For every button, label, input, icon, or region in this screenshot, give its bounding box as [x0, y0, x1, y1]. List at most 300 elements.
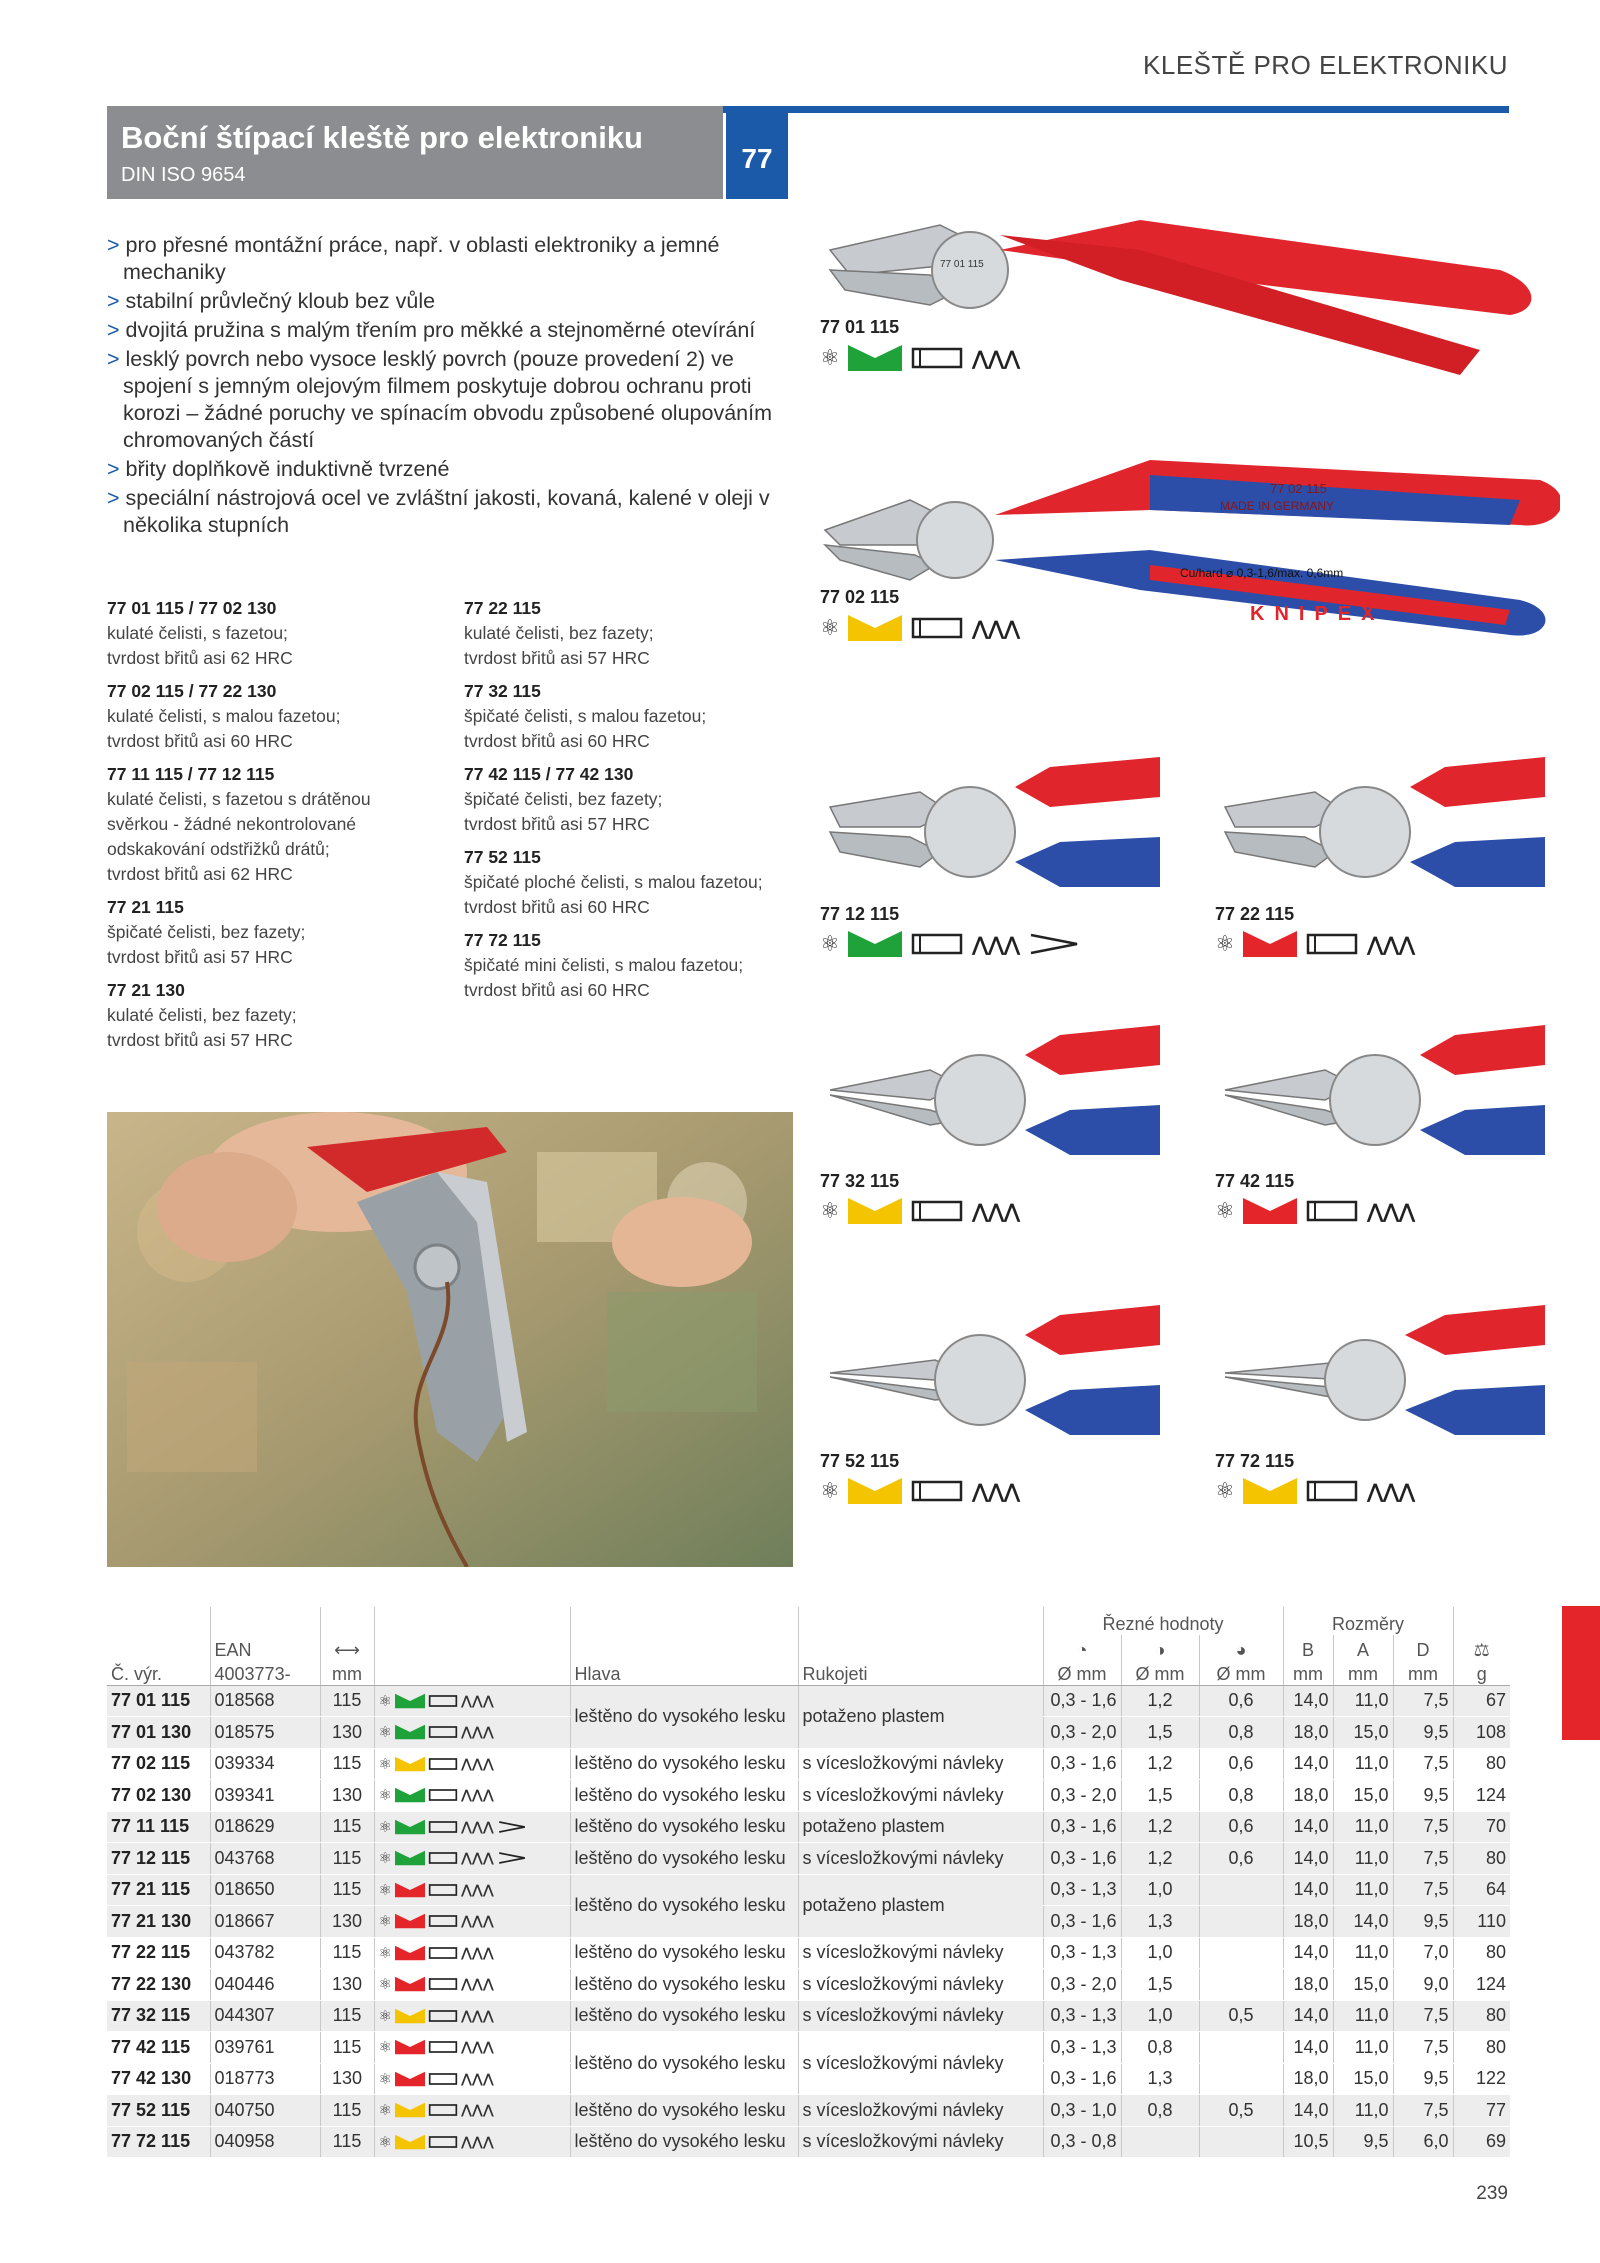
cell-cut-medium: 1,2	[1121, 1685, 1199, 1717]
cell-icons	[374, 1717, 570, 1749]
cell-dim-b: 18,0	[1283, 1906, 1333, 1938]
row-icons	[379, 1912, 566, 1930]
jaw-icon	[395, 1945, 425, 1961]
jaw-icon	[395, 2039, 425, 2055]
page-number: 239	[1476, 2183, 1508, 2204]
cell-weight: 80	[1453, 2000, 1510, 2032]
head-shape-icon	[428, 1882, 458, 1898]
tool-label: 77 22 115	[1215, 904, 1295, 924]
feature-item: > stabilní průvlečný kloub bez vůle	[107, 288, 787, 315]
cell-handle: s vícesložkovými návleky	[798, 1748, 1043, 1780]
row-icons	[379, 2007, 566, 2025]
spring-icon: ⋀⋀⋀	[971, 617, 1020, 640]
cell-dim-d: 9,5	[1393, 1780, 1453, 1812]
cell-dim-a: 11,0	[1333, 1937, 1393, 1969]
cell-icons	[374, 1937, 570, 1969]
jaw-icon	[395, 1756, 425, 1772]
variant-hardness: tvrdost břitů asi 62 HRC	[107, 648, 293, 668]
jaw-icon	[395, 2134, 425, 2150]
cell-length: 115	[320, 2095, 374, 2127]
cell-head: leštěno do vysokého lesku	[570, 1685, 798, 1748]
cell-weight: 69	[1453, 2126, 1510, 2158]
table-row	[107, 2126, 1510, 2158]
brand-logo: KNIPEX	[1250, 603, 1385, 625]
table-row	[107, 2000, 1510, 2032]
header-dimensions: Rozměry	[1283, 1607, 1453, 1635]
usage-photo-illustration	[107, 1112, 793, 1567]
jaw-icon	[395, 1787, 425, 1803]
soft-wire-icon: ◔	[1076, 1640, 1088, 1660]
atom-icon: ⚛	[378, 1913, 392, 1931]
variant-code: 77 32 115	[464, 681, 541, 701]
cell-length: 130	[320, 2063, 374, 2095]
table-row	[107, 1969, 1510, 2001]
head-shape-icon	[428, 2039, 458, 2055]
spring-icon: ⋀⋀⋀	[1366, 1200, 1415, 1223]
cell-cut-hard	[1199, 1937, 1283, 1969]
cell-dim-b: 14,0	[1283, 1748, 1333, 1780]
cell-length: 130	[320, 1969, 374, 2001]
variant-desc: špičaté ploché čelisti, s malou fazetou;	[464, 872, 763, 892]
cell-length: 115	[320, 2126, 374, 2158]
table-row	[107, 1748, 1510, 1780]
spring-icon: ⋀⋀⋀	[971, 933, 1020, 956]
row-icons	[379, 1818, 566, 1836]
variant-desc: kulaté čelisti, bez fazety;	[107, 1005, 297, 1025]
variant-hardness: tvrdost břitů asi 62 HRC	[107, 864, 293, 884]
cell-ean: 044307	[210, 2000, 320, 2032]
cell-handle: s vícesložkovými návleky	[798, 1969, 1043, 2001]
cell-cut-medium: 1,3	[1121, 1906, 1199, 1938]
handle-print: 77 02 115	[1270, 481, 1327, 496]
cell-cut-soft: 0,3 - 2,0	[1043, 1717, 1121, 1749]
row-icons	[379, 1849, 566, 1867]
variant-hardness: tvrdost břitů asi 60 HRC	[107, 731, 293, 751]
cell-cut-soft: 0,3 - 2,0	[1043, 1969, 1121, 2001]
cell-weight: 70	[1453, 1811, 1510, 1843]
head-shape-icon	[910, 345, 964, 371]
cell-cut-hard: 0,8	[1199, 1717, 1283, 1749]
head-shape-icon	[910, 931, 964, 957]
cell-handle: s vícesložkovými návleky	[798, 2126, 1043, 2158]
atom-icon: ⚛	[820, 615, 840, 640]
variant-desc: kulaté čelisti, bez fazety;	[464, 623, 654, 643]
atom-icon: ⚛	[378, 1724, 392, 1742]
cell-head: leštěno do vysokého lesku	[570, 1811, 798, 1843]
jaw-icon	[848, 1478, 902, 1504]
pliers-image	[1215, 1025, 1545, 1165]
spring-icon: ⋀⋀⋀	[460, 1755, 494, 1771]
cell-ean: 039341	[210, 1780, 320, 1812]
row-icons	[379, 1755, 566, 1773]
header-d-unit: mm	[1393, 1661, 1453, 1685]
spring-icon: ⋀⋀⋀	[971, 347, 1020, 370]
cell-ean: 043782	[210, 1937, 320, 1969]
jaw-icon	[1243, 1478, 1297, 1504]
feature-item: > lesklý povrch nebo vysoce lesklý povrch (pouze provedení 2) ve spojení s jemným olejovým filmem poskytuje dobrou ochranu proti korozi – žádné poruchy ve spínacím obvodu způsobené olupováním chromovaných částí	[107, 346, 787, 454]
variant-hardness: tvrdost břitů asi 60 HRC	[464, 980, 650, 1000]
cell-dim-a: 15,0	[1333, 2063, 1393, 2095]
spring-icon: ⋀⋀⋀	[460, 1850, 494, 1866]
pliers-image	[1215, 757, 1545, 897]
header-a-unit: mm	[1333, 1661, 1393, 1685]
head-shape-icon	[428, 1913, 458, 1929]
cell-dim-d: 7,5	[1393, 2095, 1453, 2127]
cell-weight: 64	[1453, 1874, 1510, 1906]
cell-dim-b: 14,0	[1283, 1685, 1333, 1717]
cell-dim-b: 14,0	[1283, 2000, 1333, 2032]
cell-cut-soft: 0,3 - 1,6	[1043, 2063, 1121, 2095]
cell-icons	[374, 2000, 570, 2032]
table-row	[107, 2032, 1510, 2064]
jaw-icon	[1243, 1198, 1297, 1224]
cell-cut-soft: 0,3 - 1,6	[1043, 1685, 1121, 1717]
cell-length: 115	[320, 2000, 374, 2032]
jaw-icon	[395, 1850, 425, 1866]
cell-weight: 77	[1453, 2095, 1510, 2127]
cell-weight: 67	[1453, 1685, 1510, 1717]
cell-dim-a: 11,0	[1333, 1811, 1393, 1843]
cell-icons	[374, 2126, 570, 2158]
cell-weight: 124	[1453, 1780, 1510, 1812]
cell-code: 77 72 115	[107, 2126, 210, 2158]
spring-icon: ⋀⋀⋀	[460, 1944, 494, 1960]
cell-code: 77 02 130	[107, 1780, 210, 1812]
cell-length: 115	[320, 2032, 374, 2064]
cell-dim-a: 11,0	[1333, 1748, 1393, 1780]
tool-77-42-115	[1215, 1025, 1555, 1240]
cell-dim-a: 11,0	[1333, 1874, 1393, 1906]
tool-label: 77 72 115	[1215, 1451, 1295, 1471]
cell-length: 130	[320, 1780, 374, 1812]
atom-icon: ⚛	[820, 931, 840, 956]
cell-length: 115	[320, 1843, 374, 1875]
cell-handle: potaženo plastem	[798, 1811, 1043, 1843]
head-shape-icon	[428, 2071, 458, 2087]
jaw-icon	[848, 345, 902, 371]
page-subtitle: DIN ISO 9654	[121, 164, 246, 186]
spring-icon: ⋀⋀⋀	[460, 2133, 494, 2149]
handle-print: MADE IN GERMANY	[1220, 499, 1335, 513]
cell-head: leštěno do vysokého lesku	[570, 2126, 798, 2158]
product-table	[107, 1607, 1510, 2158]
cell-cut-soft: 0,3 - 1,3	[1043, 2000, 1121, 2032]
cell-cut-medium: 1,5	[1121, 1969, 1199, 2001]
cell-icons	[374, 1780, 570, 1812]
row-icons	[379, 1786, 566, 1804]
cell-cut-hard	[1199, 1874, 1283, 1906]
atom-icon: ⚛	[820, 1478, 840, 1503]
atom-icon: ⚛	[378, 2007, 392, 2025]
spring-icon: ⋀⋀⋀	[460, 2102, 494, 2118]
cell-ean: 040958	[210, 2126, 320, 2158]
cell-cut-medium: 1,0	[1121, 2000, 1199, 2032]
cell-cut-medium: 1,0	[1121, 1937, 1199, 1969]
variant-desc: špičaté čelisti, bez fazety;	[464, 789, 663, 809]
head-shape-icon	[428, 1787, 458, 1803]
tool-label: 77 02 115	[820, 587, 900, 607]
cell-code: 77 52 115	[107, 2095, 210, 2127]
cell-head: leštěno do vysokého lesku	[570, 1937, 798, 1969]
variant-hardness: tvrdost břitů asi 60 HRC	[464, 897, 650, 917]
tool-77-32-115	[820, 1025, 1200, 1240]
cell-handle: s vícesložkovými návleky	[798, 1937, 1043, 1969]
cell-cut-hard	[1199, 2126, 1283, 2158]
cell-cut-medium: 1,2	[1121, 1843, 1199, 1875]
tool-label: 77 01 115	[820, 317, 900, 337]
tool-icons	[1215, 1196, 1414, 1226]
variant-hardness: tvrdost břitů asi 57 HRC	[464, 814, 650, 834]
row-icons	[379, 2038, 566, 2056]
tool-label: 77 12 115	[820, 904, 900, 924]
spring-icon: ⋀⋀⋀	[1366, 933, 1415, 956]
cell-code: 77 02 115	[107, 1748, 210, 1780]
cell-icons	[374, 1969, 570, 2001]
cell-dim-a: 11,0	[1333, 2095, 1393, 2127]
cell-cut-soft: 0,3 - 1,3	[1043, 1937, 1121, 1969]
tool-label: 77 42 115	[1215, 1171, 1295, 1191]
cell-dim-a: 14,0	[1333, 1906, 1393, 1938]
chapter-number: 77	[741, 143, 773, 174]
page-title: Boční štípací kleště pro elektroniku	[121, 120, 643, 155]
feature-item: > pro přesné montážní práce, např. v oblasti elektroniky a jemné mechaniky	[107, 232, 787, 286]
jaw-icon	[395, 2008, 425, 2024]
jaw-icon	[395, 1693, 425, 1709]
row-icons	[379, 1881, 566, 1899]
header-b-unit: mm	[1283, 1661, 1333, 1685]
row-icons	[379, 2133, 566, 2151]
atom-icon: ⚛	[378, 1850, 392, 1868]
cell-dim-d: 7,0	[1393, 1937, 1453, 1969]
cell-dim-d: 7,5	[1393, 1874, 1453, 1906]
cell-handle: s vícesložkovými návleky	[798, 2095, 1043, 2127]
head-shape-icon	[428, 1945, 458, 1961]
cell-icons	[374, 2095, 570, 2127]
cell-cut-medium: 1,0	[1121, 1874, 1199, 1906]
cell-cut-medium: 1,5	[1121, 1780, 1199, 1812]
cell-dim-a: 15,0	[1333, 1717, 1393, 1749]
cell-cut-medium: 0,8	[1121, 2095, 1199, 2127]
cell-head: leštěno do vysokého lesku	[570, 1969, 798, 2001]
head-shape-icon	[1305, 1478, 1359, 1504]
head-shape-icon	[428, 1850, 458, 1866]
tool-77-72-115	[1215, 1305, 1555, 1520]
cell-icons	[374, 1685, 570, 1717]
head-shape-icon	[428, 1693, 458, 1709]
tool-icons	[1215, 1476, 1414, 1506]
cell-ean: 040750	[210, 2095, 320, 2127]
spring-icon: ⋀⋀⋀	[971, 1200, 1020, 1223]
cell-length: 115	[320, 1811, 374, 1843]
variant-desc: špičaté čelisti, s malou fazetou;	[464, 706, 707, 726]
cell-icons	[374, 2063, 570, 2095]
header-cutting-values: Řezné hodnoty	[1043, 1607, 1283, 1635]
cell-code: 77 32 115	[107, 2000, 210, 2032]
head-shape-icon	[428, 1976, 458, 1992]
spring-icon: ⋀⋀⋀	[460, 1976, 494, 1992]
cell-cut-hard: 0,6	[1199, 1843, 1283, 1875]
cell-cut-medium	[1121, 2126, 1199, 2158]
tool-77-02-115	[820, 415, 1560, 645]
cell-head: leštěno do vysokého lesku	[570, 2032, 798, 2095]
atom-icon: ⚛	[378, 1976, 392, 1994]
feature-item: > dvojitá pružina s malým třením pro měkké a stejnoměrné otevírání	[107, 317, 787, 344]
tool-icons	[1215, 929, 1414, 959]
header-weight: g	[1453, 1661, 1510, 1685]
handle-print: Cu/hard ⌀ 0,3-1,6/max. 0,6mm	[1180, 566, 1344, 580]
cell-icons	[374, 2032, 570, 2064]
header-ean: EAN	[210, 1635, 320, 1661]
cell-dim-a: 15,0	[1333, 1780, 1393, 1812]
jaw-icon	[848, 931, 902, 957]
cell-dim-a: 15,0	[1333, 1969, 1393, 2001]
jaw-icon	[395, 2071, 425, 2087]
spring-icon: ⋀⋀⋀	[1366, 1480, 1415, 1503]
row-icons	[379, 1944, 566, 1962]
cell-dim-b: 18,0	[1283, 2063, 1333, 2095]
atom-icon: ⚛	[1215, 1478, 1235, 1503]
spring-icon: ⋀⋀⋀	[971, 1480, 1020, 1503]
cell-ean: 039761	[210, 2032, 320, 2064]
variants-right	[464, 596, 794, 1003]
tool-label: 77 32 115	[820, 1171, 900, 1191]
cell-dim-d: 9,0	[1393, 1969, 1453, 2001]
cell-code: 77 21 130	[107, 1906, 210, 1938]
cell-length: 130	[320, 1717, 374, 1749]
usage-photo	[107, 1112, 793, 1567]
hard-wire-icon: ◕	[1235, 1640, 1247, 1660]
spring-icon: ⋀⋀⋀	[460, 1724, 494, 1740]
cell-code: 77 11 115	[107, 1811, 210, 1843]
header-code: Č. výr.	[107, 1661, 210, 1685]
atom-icon: ⚛	[1215, 1198, 1235, 1223]
cell-head: leštěno do vysokého lesku	[570, 1843, 798, 1875]
feature-item: > břity doplňkově induktivně tvrzené	[107, 456, 787, 483]
cell-cut-soft: 0,3 - 1,6	[1043, 1843, 1121, 1875]
table-row	[107, 1811, 1510, 1843]
cell-cut-hard: 0,6	[1199, 1685, 1283, 1717]
wire-clamp-icon	[1027, 931, 1081, 957]
spring-icon: ⋀⋀⋀	[460, 1692, 494, 1708]
spring-icon: ⋀⋀⋀	[460, 2007, 494, 2023]
cell-dim-d: 7,5	[1393, 1685, 1453, 1717]
cell-dim-b: 18,0	[1283, 1717, 1333, 1749]
tool-icons	[820, 929, 1081, 959]
table-row	[107, 1685, 1510, 1717]
cell-icons	[374, 1843, 570, 1875]
cell-cut-soft: 0,3 - 1,3	[1043, 2032, 1121, 2064]
variant-desc: kulaté čelisti, s fazetou;	[107, 623, 288, 643]
tool-77-12-115	[820, 757, 1200, 972]
cell-code: 77 42 130	[107, 2063, 210, 2095]
cell-dim-a: 11,0	[1333, 1685, 1393, 1717]
wire-clamp-icon	[497, 1850, 527, 1866]
spring-icon: ⋀⋀⋀	[460, 1913, 494, 1929]
atom-icon: ⚛	[1215, 931, 1235, 956]
jaw-icon	[848, 1198, 902, 1224]
pliers-engraving: 77 01 115	[940, 259, 984, 270]
atom-icon: ⚛	[378, 1818, 392, 1836]
cell-ean: 039334	[210, 1748, 320, 1780]
cell-head: leštěno do vysokého lesku	[570, 1748, 798, 1780]
cell-cut-hard: 0,8	[1199, 1780, 1283, 1812]
cell-icons	[374, 1811, 570, 1843]
cell-code: 77 12 115	[107, 1843, 210, 1875]
cell-dim-a: 11,0	[1333, 1843, 1393, 1875]
variant-code: 77 42 115 / 77 42 130	[464, 764, 634, 784]
cell-dim-b: 14,0	[1283, 1874, 1333, 1906]
cell-dim-b: 14,0	[1283, 2032, 1333, 2064]
cell-length: 115	[320, 1685, 374, 1717]
header-b: B	[1283, 1635, 1333, 1661]
head-shape-icon	[428, 1819, 458, 1835]
cell-cut-medium: 1,2	[1121, 1748, 1199, 1780]
spring-icon: ⋀⋀⋀	[460, 2039, 494, 2055]
atom-icon: ⚛	[378, 2102, 392, 2120]
atom-icon: ⚛	[820, 1198, 840, 1223]
row-icons	[379, 2070, 566, 2088]
title-box	[107, 106, 723, 199]
variant-hardness: tvrdost břitů asi 57 HRC	[107, 1030, 293, 1050]
cell-code: 77 01 115	[107, 1685, 210, 1717]
variant-hardness: tvrdost břitů asi 57 HRC	[464, 648, 650, 668]
header-soft: Ø mm	[1043, 1661, 1121, 1685]
variant-code: 77 11 115 / 77 12 115	[107, 764, 275, 784]
cell-dim-a: 11,0	[1333, 2032, 1393, 2064]
cell-handle: potaženo plastem	[798, 1685, 1043, 1748]
cell-cut-soft: 0,3 - 1,0	[1043, 2095, 1121, 2127]
cell-cut-hard: 0,5	[1199, 2095, 1283, 2127]
cell-dim-d: 7,5	[1393, 1811, 1453, 1843]
medium-wire-icon: ◑	[1154, 1640, 1166, 1660]
cell-cut-soft: 0,3 - 0,8	[1043, 2126, 1121, 2158]
pliers-image	[820, 757, 1160, 897]
header-length: mm	[320, 1661, 374, 1685]
header-a: A	[1333, 1635, 1393, 1661]
cell-dim-b: 14,0	[1283, 1843, 1333, 1875]
cell-code: 77 21 115	[107, 1874, 210, 1906]
cell-weight: 80	[1453, 1748, 1510, 1780]
cell-weight: 122	[1453, 2063, 1510, 2095]
atom-icon: ⚛	[820, 345, 840, 370]
pliers-image	[1215, 1305, 1545, 1445]
cell-cut-soft: 0,3 - 1,6	[1043, 1748, 1121, 1780]
cell-dim-d: 7,5	[1393, 2000, 1453, 2032]
cell-dim-d: 9,5	[1393, 1906, 1453, 1938]
row-icons	[379, 1723, 566, 1741]
head-shape-icon	[428, 2008, 458, 2024]
atom-icon: ⚛	[378, 1755, 392, 1773]
head-shape-icon	[428, 2102, 458, 2118]
header-ean-prefix: 4003773-	[210, 1661, 320, 1685]
spring-icon: ⋀⋀⋀	[460, 1881, 494, 1897]
cell-cut-hard: 0,6	[1199, 1748, 1283, 1780]
jaw-icon	[395, 1819, 425, 1835]
cell-length: 115	[320, 1937, 374, 1969]
cell-weight: 80	[1453, 1937, 1510, 1969]
cell-dim-a: 9,5	[1333, 2126, 1393, 2158]
cell-cut-medium: 1,2	[1121, 1811, 1199, 1843]
cell-ean: 018568	[210, 1685, 320, 1717]
cell-cut-soft: 0,3 - 1,6	[1043, 1906, 1121, 1938]
head-shape-icon	[1305, 931, 1359, 957]
variant-code: 77 72 115	[464, 930, 541, 950]
head-shape-icon	[910, 615, 964, 641]
header-medium: Ø mm	[1121, 1661, 1199, 1685]
header-head: Hlava	[570, 1661, 798, 1685]
feature-item: > speciální nástrojová ocel ve zvláštní jakosti, kovaná, kalené v oleji v několika stupních	[107, 485, 787, 539]
cell-dim-d: 9,5	[1393, 1717, 1453, 1749]
